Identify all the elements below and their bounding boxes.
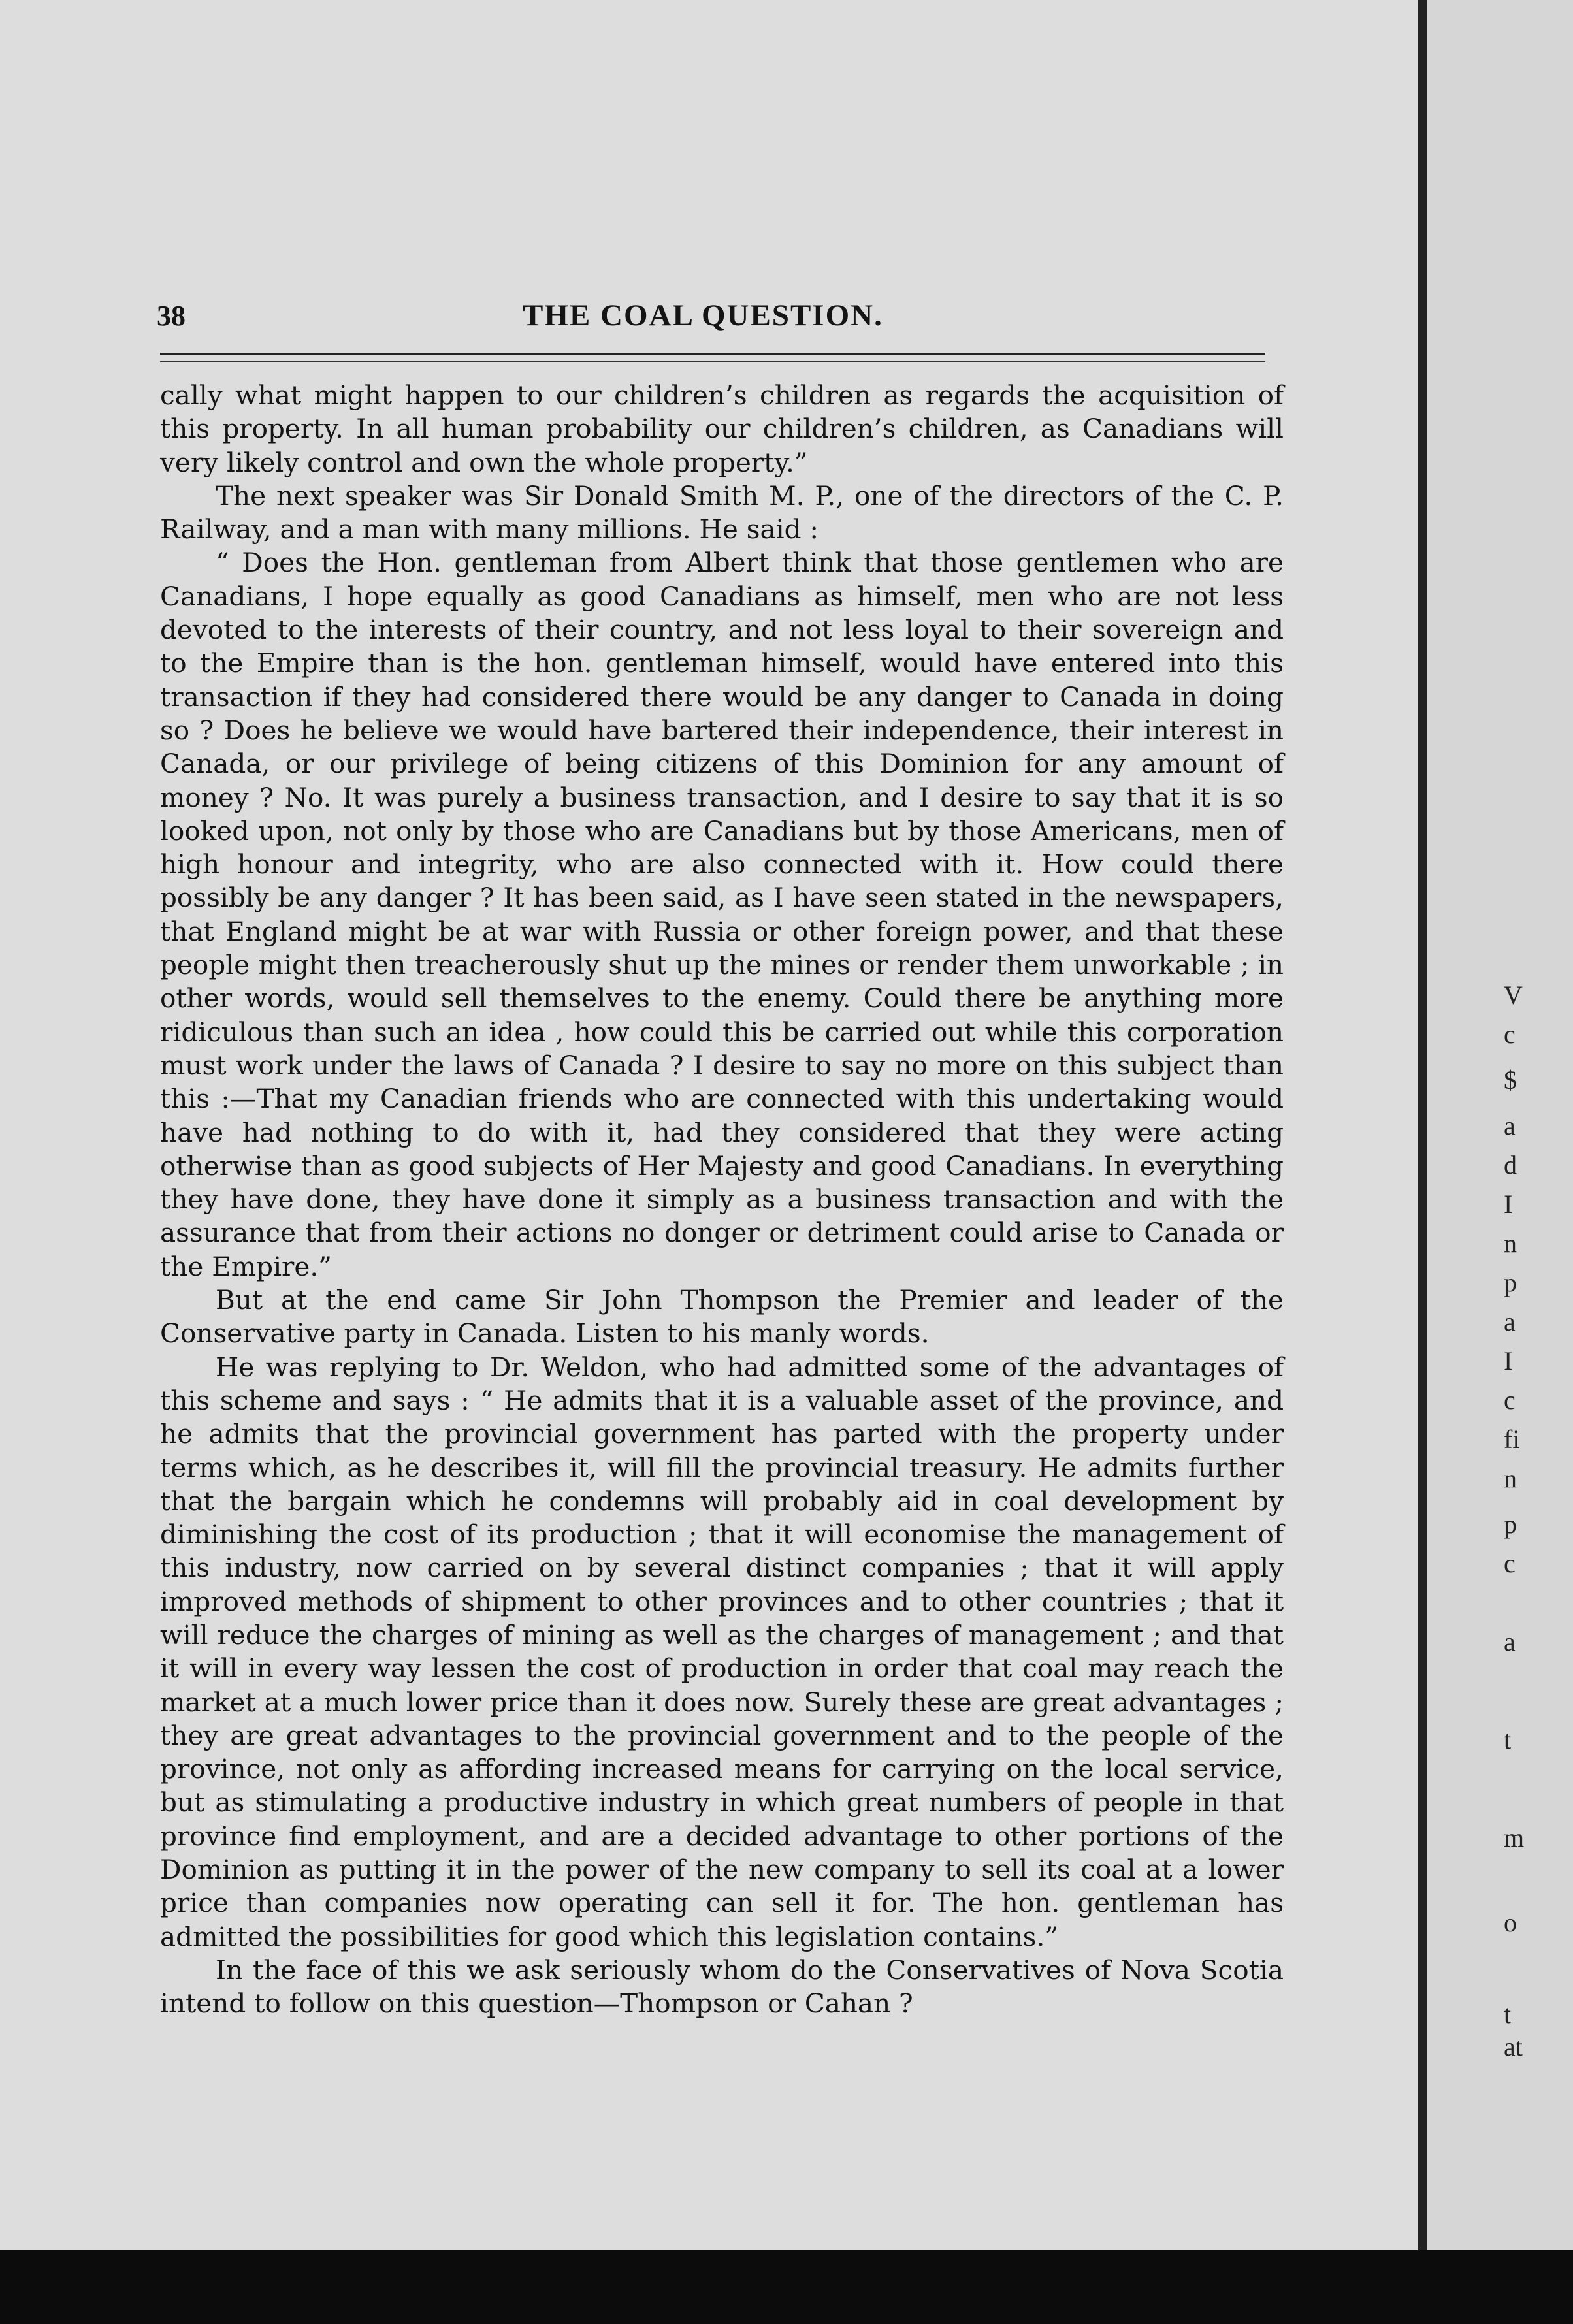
fragment: V	[1504, 980, 1523, 1010]
header-rule	[160, 353, 1265, 355]
fragment: a	[1504, 1111, 1516, 1140]
fragment: c	[1504, 1549, 1516, 1578]
paragraph-donald-smith-intro: The next speaker was Sir Donald Smith M. P., one of the directors of the C. P. Railway, and a man with many millions. He said :	[160, 479, 1284, 545]
body-text	[160, 379, 1284, 2021]
fragment: t	[1504, 1725, 1512, 1754]
fragment: n	[1504, 1229, 1517, 1258]
paragraph-donald-smith-quote: “ Does the Hon. gentleman from Albert think that those gentlemen who are Canadians, I hope equally as good Canadians as himself, men who are not less devoted to the interests of their country, and not less loyal to their sovereign and to the Empire than is the hon. gentleman himself, would have entered into this transaction if they had considered there would be any danger to Canada in doing so ? Does he believe we would have bartered their independence, their interest in Canada, or our privilege of being citizens of this Dominion for any amount of money ? No. It was purely a business transaction, and I desire to say that it is so looked upon, not only by those who are Canadians but by those Americans, men of high honour and integrity, who are also connected with it. How could there possibly be any danger ? It has been said, as I have seen stated in the newspapers, that England might be at war with Russia or other foreign power, and that these people might then treacherously shut up the mines or render them unworkable ; in other words, would sell themselves to the enemy. Could there be anything more ridiculous than such an idea , how could this be carried out while this corporation must work under the laws of Canada ? I desire to say no more on this subject than this :—That my Canadian friends who are connected with this undertaking would have had nothing to do with it, had they considered that they were acting otherwise than as good subjects of Her Majesty and good Canadians. In everything they have done, they have done it simply as a business transaction and with the assurance that from their actions no donger or detriment could arise to Canada or the Empire.”	[160, 547, 1284, 1282]
fragment: m	[1504, 1823, 1525, 1852]
fragment: p	[1504, 1268, 1517, 1297]
fragment: n	[1504, 1464, 1517, 1493]
fragment: I	[1504, 1346, 1513, 1376]
page-number: 38	[157, 300, 186, 332]
fragment: at	[1504, 2032, 1523, 2061]
fragment: d	[1504, 1150, 1517, 1180]
fragment: t	[1504, 1999, 1512, 2029]
paragraph-thompson-quote: He was replying to Dr. Weldon, who had admitted some of the advantages of this scheme and says : “ He admits that it is a valuable asset of the province, and he admits that the provincial government has parted with the property under terms which, as he describes it, will fill the provincial treasury. He admits further that the bargain which he condemns will probably aid in coal development by diminishing the cost of its production ; that it will economise the management of this industry, now carried on by several distinct companies ; that it will apply improved methods of shipment to other provinces and to other countries ; that it will reduce the charges of mining as well as the charges of management ; and that it will in every way lessen the cost of production in order that coal may reach the market at a much lower price than it does now. Surely these are great advantages ; they are great advantages to the provincial government and to the people of the province, not only as affording increased means for carrying on the local service, but as stimulating a productive industry in which great numbers of people in that province find employment, and are a decided advantage to other portions of the Dominion as putting it in the power of the new company to sell its coal at a lower price than companies now operating can sell it for. The hon. gentleman has admitted the possibilities for good which this legislation contains.”	[160, 1351, 1284, 1952]
fragment: c	[1504, 1385, 1516, 1415]
paragraph-closing-question: In the face of this we ask seriously whom do the Conservatives of Nova Scotia intend to follow on this question—Thompson or Cahan ?	[160, 1954, 1284, 2020]
page-header	[157, 294, 1267, 340]
scan-bottom-shadow	[0, 2250, 1573, 2324]
fragment: a	[1504, 1307, 1516, 1336]
fragment: c	[1504, 1020, 1516, 1049]
fragment: p	[1504, 1509, 1517, 1539]
page-fold-shadow	[1418, 0, 1427, 2250]
paragraph-continuation: cally what might happen to our children’s children as regards the acquisition of this property. In all human probability our children’s children, as Canadians will very likely control and own the whole property.”	[160, 379, 1284, 478]
fragment: I	[1504, 1189, 1513, 1219]
adjacent-page-edge	[1427, 0, 1573, 2250]
fragment: a	[1504, 1627, 1516, 1656]
running-title: THE COAL QUESTION.	[523, 299, 883, 332]
header-rule-thin	[160, 361, 1265, 362]
fragment: fi	[1504, 1425, 1520, 1454]
fragment: $	[1504, 1065, 1517, 1095]
fragment: o	[1504, 1908, 1517, 1937]
paragraph-thompson-intro: But at the end came Sir John Thompson the Premier and leader of the Conservative party in Canada. Listen to his manly words.	[160, 1284, 1284, 1349]
